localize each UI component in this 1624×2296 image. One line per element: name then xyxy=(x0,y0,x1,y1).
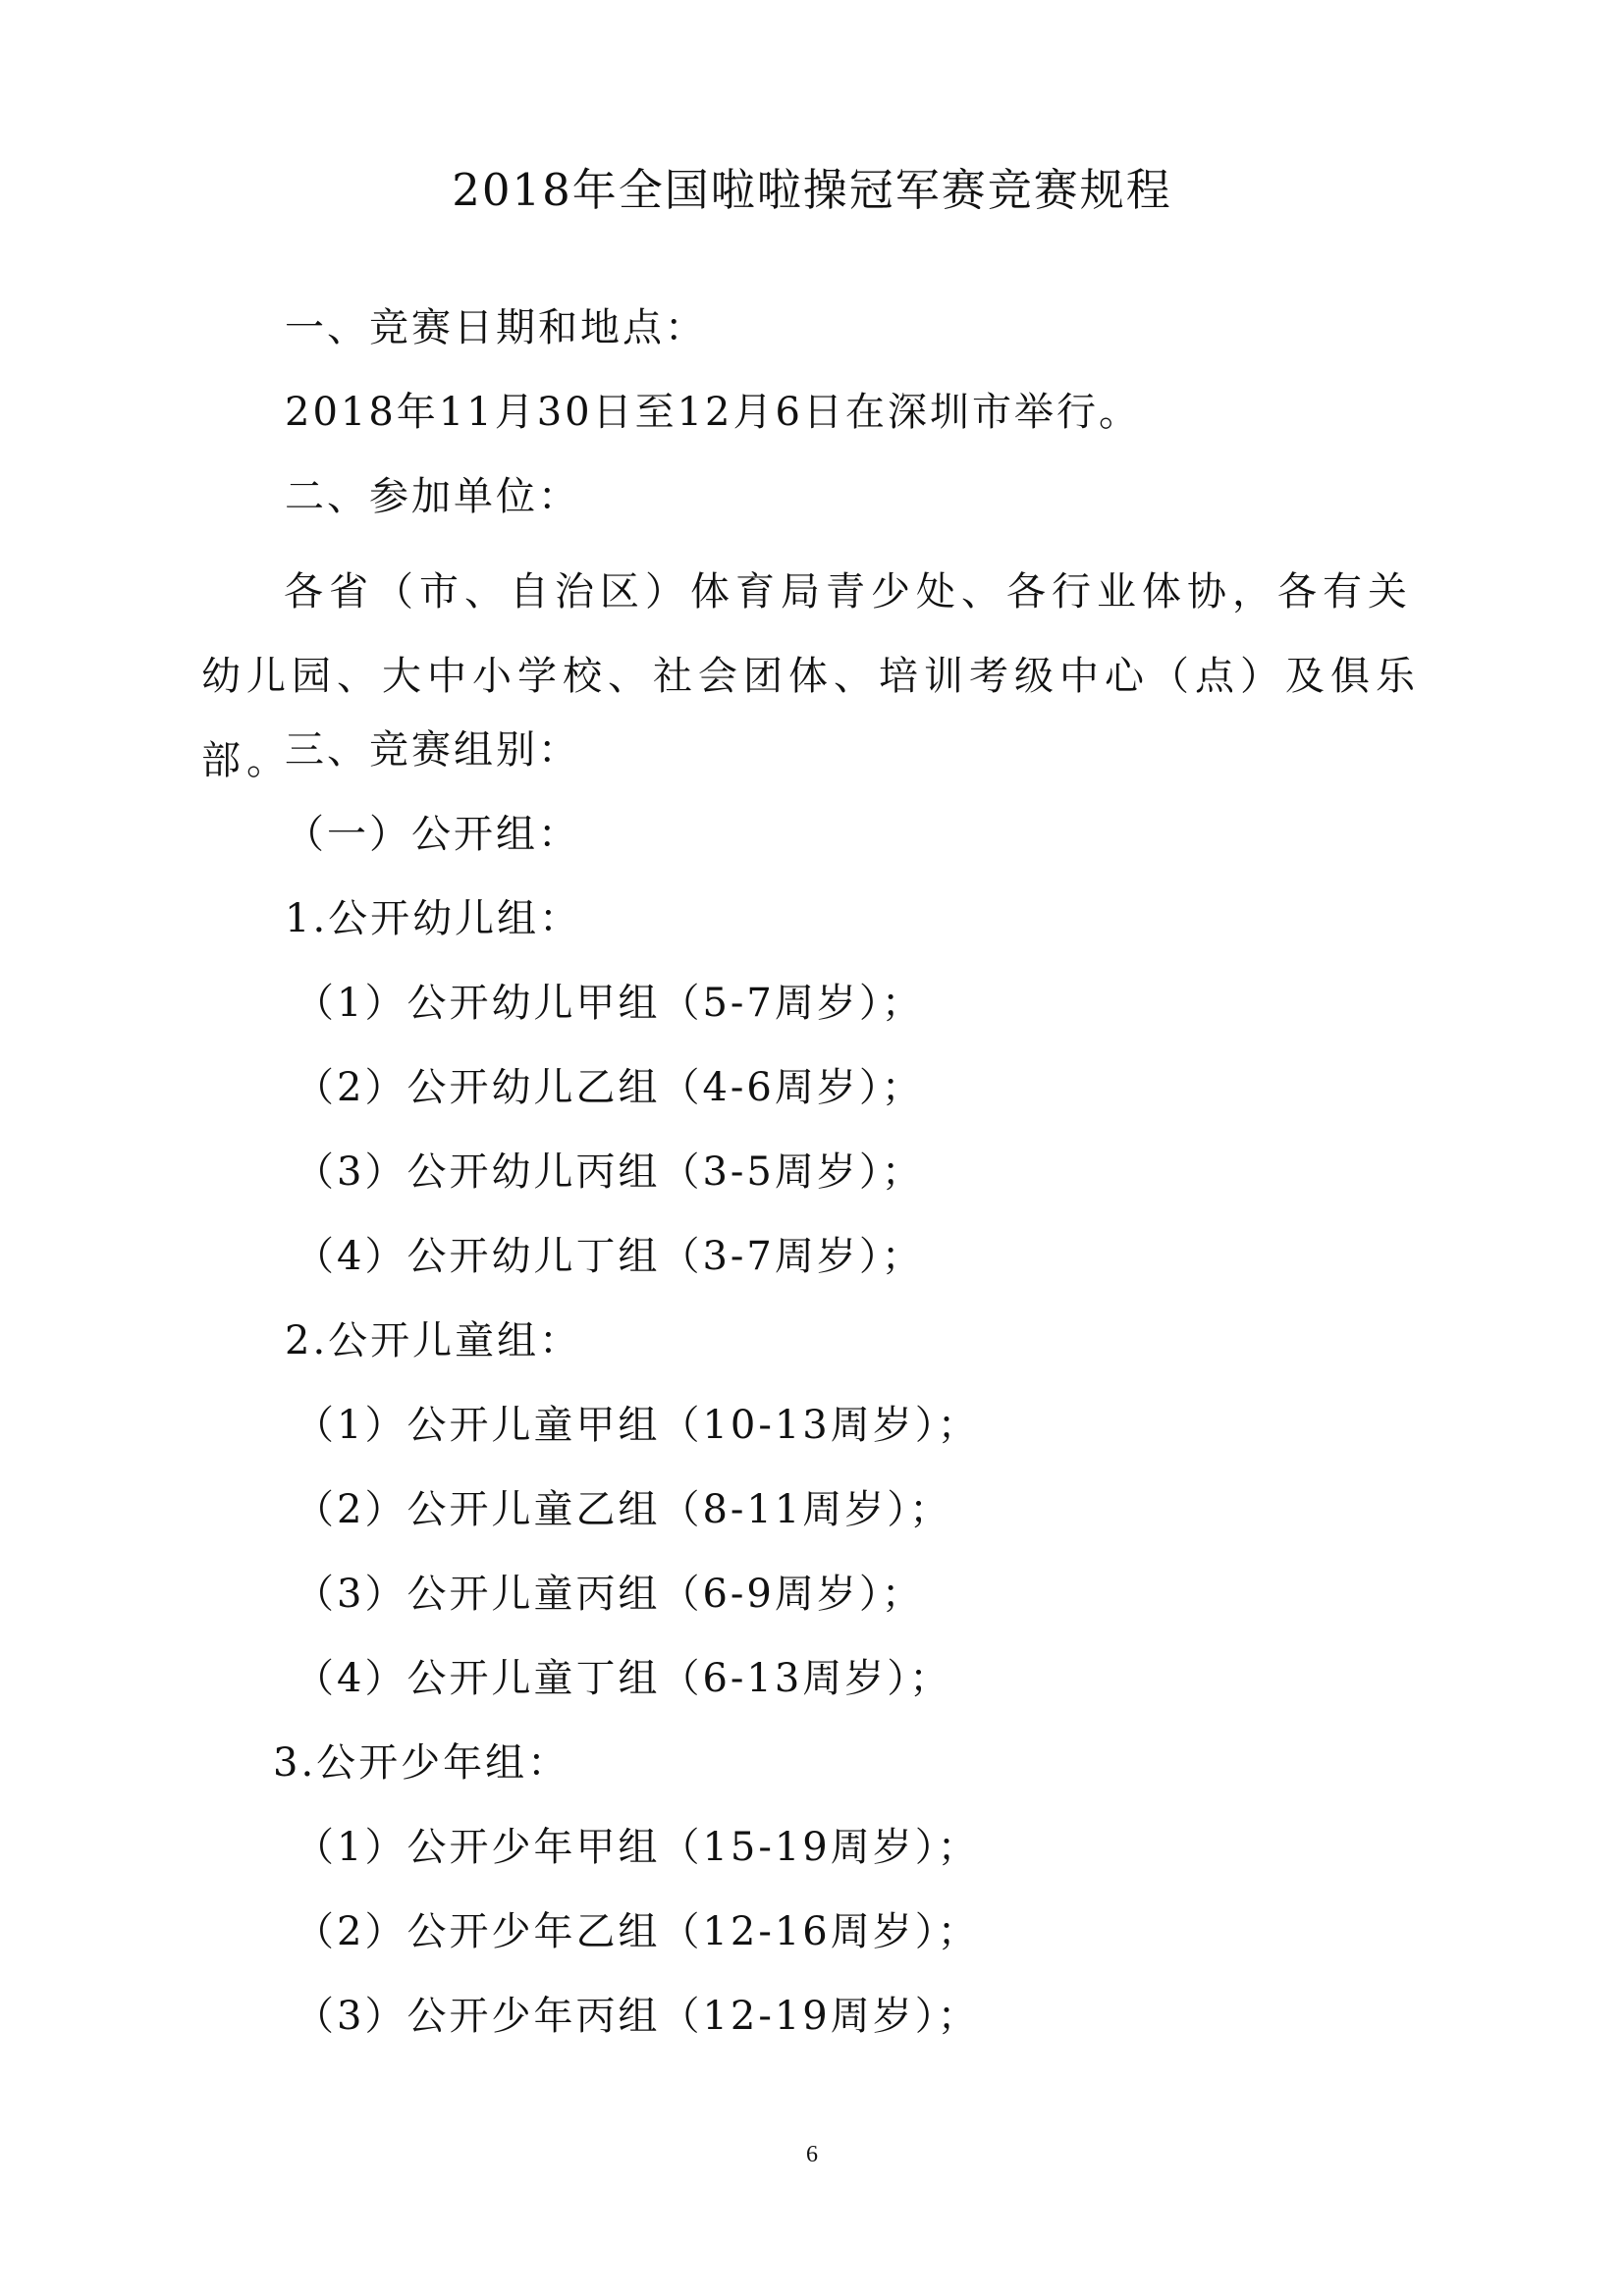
children-item: （3）公开儿童丙组（6-9周岁）； xyxy=(295,1572,924,1617)
preschool-item: （1）公开幼儿甲组（5-7周岁）； xyxy=(295,981,924,1026)
preschool-item: （3）公开幼儿丙组（3-5周岁）； xyxy=(295,1149,924,1195)
section-body-participants: 各省（市、自治区）体育局青少处、各行业体协，各有关幼儿园、大中小学校、社会团体、培训考级中心（点）及俱乐部。 xyxy=(201,569,1421,783)
youth-item: （2）公开少年乙组（12-16周岁）； xyxy=(295,1909,980,1954)
section-heading-groups: 三、竞赛组别： xyxy=(285,727,580,773)
section-heading-participants: 二、参加单位： xyxy=(285,474,580,519)
youth-item: （1）公开少年甲组（15-19周岁）； xyxy=(295,1825,980,1870)
preschool-item: （4）公开幼儿丁组（3-7周岁）； xyxy=(295,1234,924,1279)
page-number: 6 xyxy=(806,2142,818,2167)
youth-group-heading: 3.公开少年组： xyxy=(273,1740,570,1786)
preschool-item: （2）公开幼儿乙组（4-6周岁）； xyxy=(295,1065,924,1110)
open-group-heading: （一）公开组： xyxy=(285,812,580,857)
children-item: （2）公开儿童乙组（8-11周岁）； xyxy=(295,1487,952,1532)
youth-item: （3）公开少年丙组（12-19周岁）； xyxy=(295,1994,980,2039)
children-item: （1）公开儿童甲组（10-13周岁）； xyxy=(295,1403,980,1448)
section-heading-date-location: 一、竞赛日期和地点： xyxy=(285,305,707,350)
section-body-date-location: 2018年11月30日至12月6日在深圳市举行。 xyxy=(285,390,1141,435)
children-group-heading: 2.公开儿童组： xyxy=(285,1318,582,1363)
document-title: 2018年全国啦啦操冠军赛竞赛规程 xyxy=(452,164,1172,216)
children-item: （4）公开儿童丁组（6-13周岁）； xyxy=(295,1656,952,1701)
preschool-group-heading: 1.公开幼儿组： xyxy=(285,896,582,941)
